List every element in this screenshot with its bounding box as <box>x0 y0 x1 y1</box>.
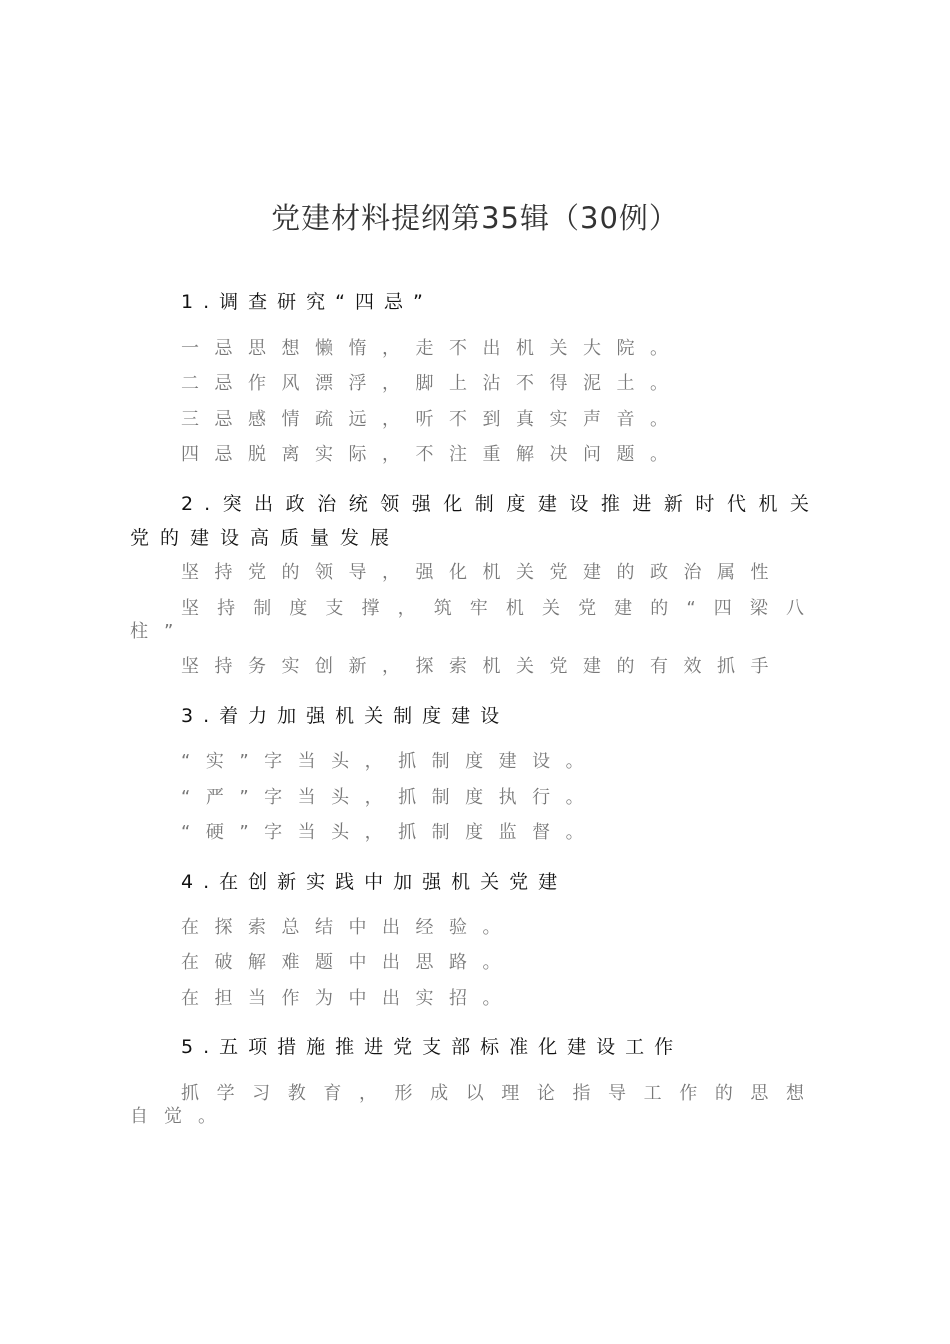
section-3-line-3: “硬”字当头，抓制度监督。 <box>181 822 600 843</box>
section-3-line-1: “实”字当头，抓制度建设。 <box>181 751 600 772</box>
section-4-line-1: 在探索总结中出经验。 <box>181 917 516 938</box>
section-heading-5: 5.五项措施推进党支部标准化建设工作 <box>181 1036 684 1058</box>
section-3-line-2: “严”字当头，抓制度执行。 <box>181 787 600 808</box>
section-1-line-3: 三忌感情疏远，听不到真实声音。 <box>181 409 684 430</box>
section-2-line-2: 坚持制度支撑，筑牢机关党建的“四梁八柱” <box>130 598 820 642</box>
section-2-line-1: 坚持党的领导，强化机关党建的政治属性 <box>181 562 784 583</box>
section-heading-1: 1.调查研究“四忌” <box>181 291 433 313</box>
document-title: 党建材料提纲第35辑（30例） <box>271 201 679 235</box>
section-heading-2: 2.突出政治统领强化制度建设推进新时代机关党的建设高质量发展 <box>130 493 820 549</box>
section-1-line-4: 四忌脱离实际，不注重解决问题。 <box>181 444 684 465</box>
section-heading-4: 4.在创新实践中加强机关党建 <box>181 871 568 893</box>
section-heading-3: 3.着力加强机关制度建设 <box>181 705 510 727</box>
section-5-line-1: 抓学习教育，形成以理论指导工作的思想自觉。 <box>130 1083 820 1127</box>
section-1-line-2: 二忌作风漂浮，脚上沾不得泥土。 <box>181 373 684 394</box>
section-2-line-3: 坚持务实创新，探索机关党建的有效抓手 <box>181 656 784 677</box>
section-1-line-1: 一忌思想懒惰，走不出机关大院。 <box>181 338 684 359</box>
section-4-line-2: 在破解难题中出思路。 <box>181 952 516 973</box>
section-4-line-3: 在担当作为中出实招。 <box>181 988 516 1009</box>
